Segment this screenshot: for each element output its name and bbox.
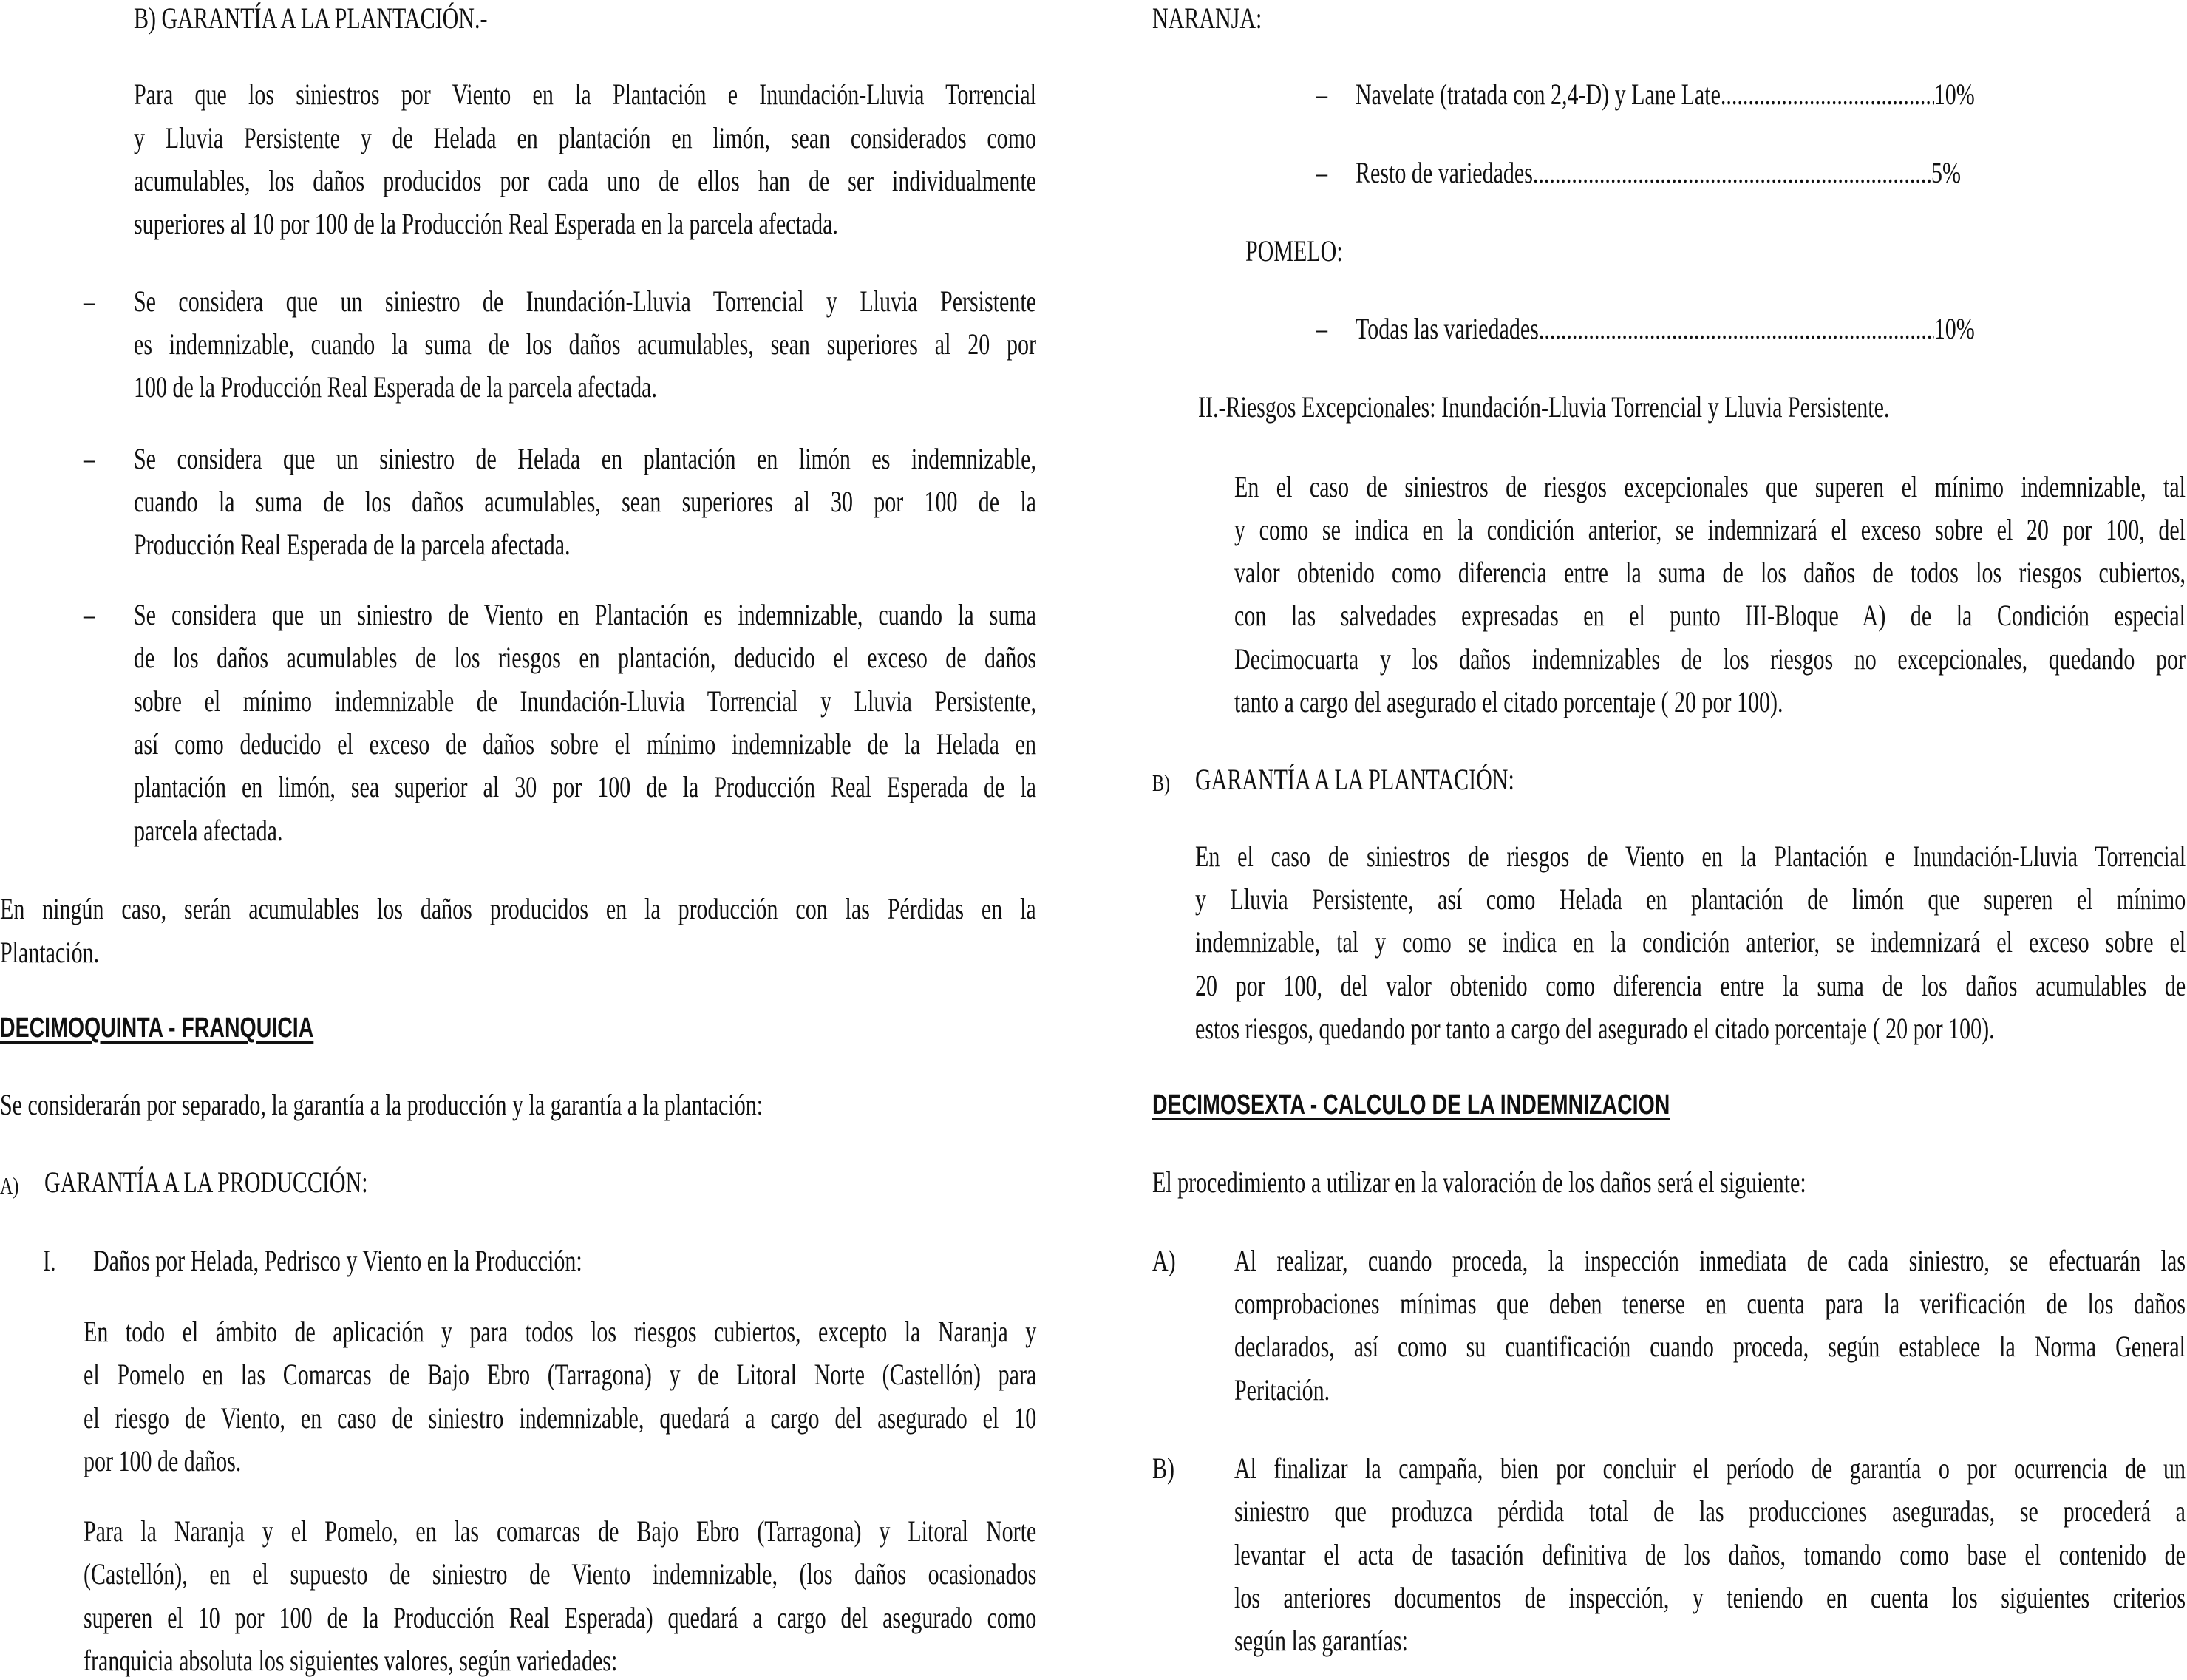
paragraph-line: franquicia absoluta los siguientes valores, según variedades: <box>84 1644 618 1677</box>
bullet-dash: – <box>1316 78 1327 111</box>
list-item-line: de los daños acumulables de los riesgos en plantación, deducido el exceso de daños <box>134 641 1036 674</box>
paragraph-line: En el caso de siniestros de riesgos excepcionales que superen el mínimo indemnizable, tal <box>1234 470 2186 503</box>
list-item-line: levantar el acta de tasación definitiva de los daños, tomando como base el contenido de <box>1234 1538 2186 1571</box>
subsection-heading: II.-Riesgos Excepcionales: Inundación-Lluvia Torrencial y Lluvia Persistente. <box>1198 390 1890 424</box>
paragraph-line: acumulables, los daños producidos por cada uno de ellos han de ser individualmente <box>134 164 1036 197</box>
paragraph-line: Se considerarán por separado, la garantía a la producción y la garantía a la plantación: <box>0 1088 763 1121</box>
list-item-line: declarados, así como su cuantificación cuando proceda, según establece la Norma General <box>1234 1330 2186 1363</box>
section-title: DECIMOQUINTA - FRANQUICIA <box>0 1013 314 1044</box>
bullet-dash: – <box>84 598 95 631</box>
bullet-dash: – <box>84 285 95 318</box>
list-item-line: Al realizar, cuando proceda, la inspección inmediata de cada siniestro, se efectuarán las <box>1234 1244 2186 1277</box>
paragraph-line: superen el 10 por 100 de la Producción Real Esperada) quedará a cargo del asegurado como <box>84 1601 1037 1634</box>
paragraph-line: 20 por 100, del valor obtenido como diferencia entre la suma de los daños acumulables de <box>1195 969 2186 1002</box>
paragraph-line: tanto a cargo del asegurado el citado porcentaje ( 20 por 100). <box>1234 685 1783 718</box>
list-item-line: los anteriores documentos de inspección, y teniendo en cuenta los siguientes criterios <box>1234 1581 2186 1614</box>
franchise-rate-row <box>1356 75 1975 114</box>
dot-leader <box>1533 154 1931 192</box>
list-item-line: Producción Real Esperada de la parcela afectada. <box>134 528 571 561</box>
franchise-rate-row <box>1356 154 1961 192</box>
paragraph-line: En ningún caso, serán acumulables los daños producidos en la producción con las Pérdidas en la <box>0 892 1036 925</box>
dot-leader <box>1539 310 1934 348</box>
list-item-line: comprobaciones mínimas que deben tenerse en cuenta para la verificación de los daños <box>1234 1287 2186 1320</box>
bullet-dash: – <box>1316 156 1327 189</box>
list-item-line: parcela afectada. <box>134 814 283 847</box>
list-item-line: Peritación. <box>1234 1373 1330 1407</box>
list-item-line: Se considera que un siniestro de Viento en Plantación es indemnizable, cuando la suma <box>134 598 1036 631</box>
franchise-rate-row <box>1356 310 1975 348</box>
fruit-label: POMELO: <box>1245 234 1343 268</box>
paragraph-line: Plantación. <box>0 936 100 969</box>
paragraph-line: valor obtenido como diferencia entre la suma de los daños de todos los riesgos cubiertos, <box>1234 556 2186 589</box>
section-title: DECIMOSEXTA - CALCULO DE LA INDEMNIZACION <box>1152 1089 1670 1120</box>
subsection-heading: Daños por Helada, Pedrisco y Viento en la Producción: <box>93 1244 582 1277</box>
list-item-line: plantación en limón, sea superior al 30 por 100 de la Producción Real Esperada de la <box>134 770 1036 803</box>
paragraph-line: En el caso de siniestros de riesgos de Viento en la Plantación e Inundación-Lluvia Torrencial <box>1195 840 2186 873</box>
paragraph-line: Decimocuarta y los daños indemnizables de los riesgos no excepcionales, quedando por <box>1234 642 2186 676</box>
list-item-line: Se considera que un siniestro de Inundación-Lluvia Torrencial y Lluvia Persistente <box>134 285 1036 318</box>
variety-label: Resto de variedades <box>1356 156 1533 189</box>
list-item-line: según las garantías: <box>1234 1624 1408 1657</box>
paragraph-line: Para la Naranja y el Pomelo, en las comarcas de Bajo Ebro (Tarragona) y Litoral Norte <box>84 1514 1037 1548</box>
list-item-line: es indemnizable, cuando la suma de los daños acumulables, sean superiores al 20 por <box>134 327 1036 361</box>
list-item-line: así como deducido el exceso de daños sobre el mínimo indemnizable de la Helada en <box>134 727 1036 761</box>
rate-value: 10% <box>1933 78 1975 111</box>
list-letter: A) <box>1152 1244 1176 1277</box>
paragraph-line: con las salvedades expresadas en el punto III-Bloque A) de la Condición especial <box>1234 599 2186 632</box>
paragraph-line: el Pomelo en las Comarcas de Bajo Ebro (Tarragona) y de Litoral Norte (Castellón) para <box>84 1358 1037 1391</box>
paragraph-line: (Castellón), en el supuesto de siniestro de Viento indemnizable, (los daños ocasionados <box>84 1557 1037 1591</box>
list-item-line: Se considera que un siniestro de Helada en plantación en limón es indemnizable, <box>134 442 1036 475</box>
paragraph-line: y Lluvia Persistente, así como Helada en plantación de limón que superen el mínimo <box>1195 882 2186 916</box>
variety-label: Todas las variedades <box>1356 312 1539 345</box>
list-letter: B) <box>1152 769 1170 796</box>
list-item-line: Al finalizar la campaña, bien por concluir el período de garantía o por ocurrencia de un <box>1234 1452 2186 1485</box>
list-item-line: sobre el mínimo indemnizable de Inundación-Lluvia Torrencial y Lluvia Persistente, <box>134 684 1036 718</box>
paragraph-line: por 100 de daños. <box>84 1444 242 1477</box>
paragraph-line: indemnizable, tal y como se indica en la condición anterior, se indemnizará el exceso sobre el <box>1195 925 2186 959</box>
subsection-heading: GARANTÍA A LA PLANTACIÓN: <box>1195 763 1514 796</box>
list-number: I. <box>43 1244 56 1277</box>
fruit-label: NARANJA: <box>1152 1 1262 35</box>
list-item-line: 100 de la Producción Real Esperada de la parcela afectada. <box>134 370 657 404</box>
section-heading: B) GARANTÍA A LA PLANTACIÓN.- <box>134 1 488 35</box>
paragraph-line: y Lluvia Persistente y de Helada en plantación en limón, sean considerados como <box>134 121 1036 154</box>
paragraph-line: el riesgo de Viento, en caso de siniestro indemnizable, quedará a cargo del asegurado el 10 <box>84 1401 1037 1435</box>
dot-leader <box>1721 75 1934 114</box>
subsection-heading: GARANTÍA A LA PRODUCCIÓN: <box>44 1166 368 1199</box>
rate-value: 5% <box>1931 156 1961 189</box>
bullet-dash: – <box>1316 312 1327 345</box>
paragraph-line: El procedimiento a utilizar en la valoración de los daños será el siguiente: <box>1152 1166 1806 1199</box>
list-letter: B) <box>1152 1452 1174 1485</box>
paragraph-line: y como se indica en la condición anterior, se indemnizará el exceso sobre el 20 por 100, del <box>1234 513 2186 546</box>
bullet-dash: – <box>84 442 95 475</box>
rate-value: 10% <box>1933 312 1975 345</box>
list-item-line: siniestro que produzca pérdida total de las producciones aseguradas, se procederá a <box>1234 1494 2186 1528</box>
paragraph-line: superiores al 10 por 100 de la Producción Real Esperada en la parcela afectada. <box>134 207 838 240</box>
variety-label: Navelate (tratada con 2,4-D) y Lane Late <box>1356 78 1721 111</box>
list-item-line: cuando la suma de los daños acumulables, sean superiores al 30 por 100 de la <box>134 485 1036 518</box>
paragraph-line: Para que los siniestros por Viento en la Plantación e Inundación-Lluvia Torrencial <box>134 78 1036 111</box>
paragraph-line: En todo el ámbito de aplicación y para todos los riesgos cubiertos, excepto la Naranja y <box>84 1315 1037 1348</box>
list-letter: A) <box>0 1172 19 1199</box>
paragraph-line: estos riesgos, quedando por tanto a cargo del asegurado el citado porcentaje ( 20 por 100). <box>1195 1012 1995 1045</box>
